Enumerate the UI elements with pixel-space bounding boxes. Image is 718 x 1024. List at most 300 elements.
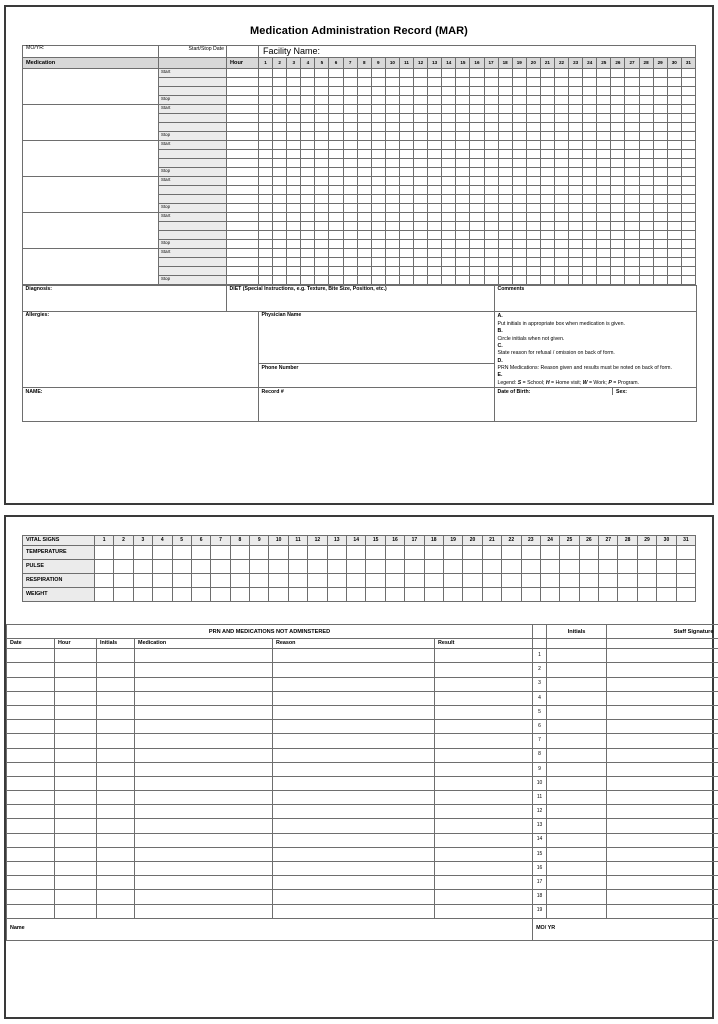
- day-cell[interactable]: [259, 212, 273, 221]
- day-cell[interactable]: [484, 158, 498, 167]
- day-cell[interactable]: [484, 248, 498, 257]
- day-cell[interactable]: [301, 167, 315, 176]
- vitals-value-cell[interactable]: [288, 546, 307, 560]
- vitals-value-cell[interactable]: [540, 574, 559, 588]
- day-cell[interactable]: [428, 149, 442, 158]
- day-cell[interactable]: [399, 185, 413, 194]
- day-cell[interactable]: [428, 77, 442, 86]
- day-cell[interactable]: [569, 221, 583, 230]
- day-cell[interactable]: [498, 185, 512, 194]
- vitals-value-cell[interactable]: [385, 574, 404, 588]
- day-cell[interactable]: [470, 203, 484, 212]
- day-cell[interactable]: [512, 104, 526, 113]
- day-cell[interactable]: [357, 266, 371, 275]
- day-cell[interactable]: [343, 221, 357, 230]
- day-cell[interactable]: [597, 122, 611, 131]
- prn-cell[interactable]: [97, 691, 135, 705]
- day-cell[interactable]: [597, 86, 611, 95]
- day-cell[interactable]: [259, 167, 273, 176]
- prn-cell[interactable]: [7, 847, 55, 861]
- day-cell[interactable]: [301, 131, 315, 140]
- physician-name-cell[interactable]: [258, 311, 494, 363]
- startstop-blank-cell[interactable]: [159, 230, 227, 239]
- day-cell[interactable]: [442, 158, 456, 167]
- vitals-value-cell[interactable]: [463, 546, 482, 560]
- prn-cell[interactable]: [435, 649, 533, 663]
- day-cell[interactable]: [639, 167, 653, 176]
- prn-cell[interactable]: [7, 833, 55, 847]
- day-cell[interactable]: [456, 113, 470, 122]
- vitals-value-cell[interactable]: [560, 574, 579, 588]
- prn-initials-cell[interactable]: [547, 819, 607, 833]
- day-cell[interactable]: [667, 77, 681, 86]
- prn-cell[interactable]: [135, 720, 273, 734]
- day-cell[interactable]: [456, 257, 470, 266]
- vitals-value-cell[interactable]: [288, 574, 307, 588]
- day-cell[interactable]: [526, 122, 540, 131]
- prn-signature-cell[interactable]: [607, 890, 718, 904]
- prn-signature-cell[interactable]: [607, 791, 718, 805]
- day-cell[interactable]: [287, 275, 301, 284]
- day-cell[interactable]: [371, 167, 385, 176]
- day-cell[interactable]: [329, 266, 343, 275]
- day-cell[interactable]: [385, 176, 399, 185]
- day-cell[interactable]: [470, 221, 484, 230]
- day-cell[interactable]: [484, 275, 498, 284]
- day-cell[interactable]: [343, 203, 357, 212]
- day-cell[interactable]: [315, 185, 329, 194]
- day-cell[interactable]: [315, 221, 329, 230]
- vitals-value-cell[interactable]: [230, 588, 249, 602]
- prn-cell[interactable]: [55, 791, 97, 805]
- day-cell[interactable]: [484, 131, 498, 140]
- hour-cell[interactable]: [227, 158, 259, 167]
- day-cell[interactable]: [315, 248, 329, 257]
- day-cell[interactable]: [667, 248, 681, 257]
- hour-cell[interactable]: [227, 122, 259, 131]
- day-cell[interactable]: [287, 77, 301, 86]
- day-cell[interactable]: [625, 113, 639, 122]
- day-cell[interactable]: [343, 167, 357, 176]
- day-cell[interactable]: [442, 203, 456, 212]
- day-cell[interactable]: [456, 77, 470, 86]
- day-cell[interactable]: [611, 176, 625, 185]
- day-cell[interactable]: [428, 185, 442, 194]
- day-cell[interactable]: [357, 176, 371, 185]
- day-cell[interactable]: [273, 275, 287, 284]
- day-cell[interactable]: [597, 149, 611, 158]
- day-cell[interactable]: [554, 167, 568, 176]
- day-cell[interactable]: [569, 257, 583, 266]
- day-cell[interactable]: [583, 266, 597, 275]
- day-cell[interactable]: [428, 68, 442, 77]
- vitals-value-cell[interactable]: [172, 546, 191, 560]
- prn-cell[interactable]: [55, 776, 97, 790]
- day-cell[interactable]: [597, 248, 611, 257]
- vitals-value-cell[interactable]: [463, 560, 482, 574]
- day-cell[interactable]: [554, 113, 568, 122]
- day-cell[interactable]: [583, 158, 597, 167]
- day-cell[interactable]: [625, 185, 639, 194]
- vitals-value-cell[interactable]: [133, 574, 152, 588]
- footer-name-cell[interactable]: [7, 918, 533, 940]
- prn-cell[interactable]: [55, 805, 97, 819]
- day-cell[interactable]: [583, 149, 597, 158]
- day-cell[interactable]: [357, 185, 371, 194]
- day-cell[interactable]: [287, 239, 301, 248]
- vitals-value-cell[interactable]: [443, 560, 462, 574]
- day-cell[interactable]: [357, 131, 371, 140]
- day-cell[interactable]: [498, 104, 512, 113]
- day-cell[interactable]: [554, 203, 568, 212]
- day-cell[interactable]: [315, 212, 329, 221]
- day-cell[interactable]: [301, 104, 315, 113]
- day-cell[interactable]: [385, 221, 399, 230]
- prn-cell[interactable]: [135, 876, 273, 890]
- day-cell[interactable]: [456, 86, 470, 95]
- day-cell[interactable]: [287, 248, 301, 257]
- prn-cell[interactable]: [273, 748, 435, 762]
- prn-cell[interactable]: [7, 805, 55, 819]
- vitals-value-cell[interactable]: [424, 546, 443, 560]
- day-cell[interactable]: [343, 131, 357, 140]
- startstop-blank-cell[interactable]: [159, 113, 227, 122]
- vitals-value-cell[interactable]: [676, 574, 695, 588]
- vitals-value-cell[interactable]: [211, 560, 230, 574]
- day-cell[interactable]: [399, 95, 413, 104]
- day-cell[interactable]: [399, 266, 413, 275]
- day-cell[interactable]: [301, 248, 315, 257]
- day-cell[interactable]: [667, 122, 681, 131]
- day-cell[interactable]: [597, 158, 611, 167]
- day-cell[interactable]: [470, 239, 484, 248]
- vitals-value-cell[interactable]: [366, 560, 385, 574]
- day-cell[interactable]: [512, 176, 526, 185]
- prn-initials-cell[interactable]: [547, 890, 607, 904]
- day-cell[interactable]: [357, 167, 371, 176]
- day-cell[interactable]: [625, 221, 639, 230]
- day-cell[interactable]: [315, 149, 329, 158]
- day-cell[interactable]: [554, 95, 568, 104]
- day-cell[interactable]: [681, 275, 695, 284]
- day-cell[interactable]: [540, 266, 554, 275]
- day-cell[interactable]: [428, 275, 442, 284]
- stop-label-cell[interactable]: [159, 203, 227, 212]
- day-cell[interactable]: [287, 257, 301, 266]
- day-cell[interactable]: [639, 266, 653, 275]
- day-cell[interactable]: [484, 77, 498, 86]
- day-cell[interactable]: [569, 95, 583, 104]
- vitals-value-cell[interactable]: [308, 574, 327, 588]
- day-cell[interactable]: [414, 239, 428, 248]
- day-cell[interactable]: [540, 275, 554, 284]
- day-cell[interactable]: [484, 149, 498, 158]
- day-cell[interactable]: [414, 275, 428, 284]
- day-cell[interactable]: [259, 203, 273, 212]
- day-cell[interactable]: [498, 194, 512, 203]
- day-cell[interactable]: [442, 239, 456, 248]
- hour-cell[interactable]: [227, 266, 259, 275]
- day-cell[interactable]: [484, 221, 498, 230]
- vitals-value-cell[interactable]: [521, 546, 540, 560]
- day-cell[interactable]: [428, 104, 442, 113]
- day-cell[interactable]: [371, 86, 385, 95]
- day-cell[interactable]: [414, 266, 428, 275]
- day-cell[interactable]: [554, 221, 568, 230]
- prn-cell[interactable]: [55, 819, 97, 833]
- prn-cell[interactable]: [7, 748, 55, 762]
- day-cell[interactable]: [371, 239, 385, 248]
- day-cell[interactable]: [484, 140, 498, 149]
- day-cell[interactable]: [273, 185, 287, 194]
- day-cell[interactable]: [569, 158, 583, 167]
- prn-cell[interactable]: [273, 762, 435, 776]
- day-cell[interactable]: [526, 149, 540, 158]
- vitals-value-cell[interactable]: [153, 588, 172, 602]
- day-cell[interactable]: [315, 275, 329, 284]
- day-cell[interactable]: [343, 212, 357, 221]
- day-cell[interactable]: [371, 158, 385, 167]
- day-cell[interactable]: [611, 68, 625, 77]
- day-cell[interactable]: [498, 203, 512, 212]
- day-cell[interactable]: [301, 113, 315, 122]
- day-cell[interactable]: [625, 257, 639, 266]
- day-cell[interactable]: [569, 275, 583, 284]
- start-label-cell[interactable]: [159, 248, 227, 257]
- day-cell[interactable]: [583, 230, 597, 239]
- day-cell[interactable]: [681, 77, 695, 86]
- day-cell[interactable]: [667, 275, 681, 284]
- day-cell[interactable]: [301, 176, 315, 185]
- day-cell[interactable]: [428, 122, 442, 131]
- prn-cell[interactable]: [273, 876, 435, 890]
- prn-cell[interactable]: [97, 862, 135, 876]
- day-cell[interactable]: [428, 86, 442, 95]
- day-cell[interactable]: [484, 194, 498, 203]
- day-cell[interactable]: [399, 68, 413, 77]
- vitals-value-cell[interactable]: [269, 546, 288, 560]
- day-cell[interactable]: [414, 221, 428, 230]
- prn-signature-cell[interactable]: [607, 734, 718, 748]
- day-cell[interactable]: [681, 158, 695, 167]
- day-cell[interactable]: [428, 248, 442, 257]
- day-cell[interactable]: [259, 113, 273, 122]
- day-cell[interactable]: [357, 104, 371, 113]
- vitals-value-cell[interactable]: [618, 560, 637, 574]
- day-cell[interactable]: [301, 230, 315, 239]
- vitals-value-cell[interactable]: [133, 560, 152, 574]
- prn-cell[interactable]: [273, 890, 435, 904]
- vitals-value-cell[interactable]: [579, 574, 598, 588]
- prn-cell[interactable]: [435, 833, 533, 847]
- day-cell[interactable]: [259, 140, 273, 149]
- day-cell[interactable]: [569, 194, 583, 203]
- vitals-value-cell[interactable]: [327, 560, 346, 574]
- day-cell[interactable]: [343, 230, 357, 239]
- day-cell[interactable]: [428, 176, 442, 185]
- day-cell[interactable]: [442, 131, 456, 140]
- day-cell[interactable]: [357, 95, 371, 104]
- day-cell[interactable]: [343, 185, 357, 194]
- hour-cell[interactable]: [227, 176, 259, 185]
- day-cell[interactable]: [498, 86, 512, 95]
- day-cell[interactable]: [259, 194, 273, 203]
- prn-cell[interactable]: [273, 649, 435, 663]
- day-cell[interactable]: [414, 176, 428, 185]
- day-cell[interactable]: [371, 248, 385, 257]
- day-cell[interactable]: [385, 122, 399, 131]
- day-cell[interactable]: [639, 158, 653, 167]
- stop-label-cell[interactable]: [159, 239, 227, 248]
- day-cell[interactable]: [273, 86, 287, 95]
- prn-cell[interactable]: [135, 791, 273, 805]
- day-cell[interactable]: [597, 167, 611, 176]
- day-cell[interactable]: [442, 275, 456, 284]
- prn-signature-cell[interactable]: [607, 819, 718, 833]
- hour-cell[interactable]: [227, 131, 259, 140]
- vitals-value-cell[interactable]: [347, 560, 366, 574]
- day-cell[interactable]: [569, 77, 583, 86]
- vitals-value-cell[interactable]: [521, 574, 540, 588]
- prn-initials-cell[interactable]: [547, 876, 607, 890]
- day-cell[interactable]: [653, 140, 667, 149]
- vitals-value-cell[interactable]: [133, 546, 152, 560]
- day-cell[interactable]: [442, 266, 456, 275]
- day-cell[interactable]: [371, 131, 385, 140]
- day-cell[interactable]: [259, 176, 273, 185]
- day-cell[interactable]: [540, 77, 554, 86]
- day-cell[interactable]: [442, 185, 456, 194]
- vitals-value-cell[interactable]: [599, 574, 618, 588]
- vitals-value-cell[interactable]: [250, 588, 269, 602]
- day-cell[interactable]: [653, 86, 667, 95]
- day-cell[interactable]: [498, 113, 512, 122]
- start-label-cell[interactable]: [159, 104, 227, 113]
- vitals-value-cell[interactable]: [618, 546, 637, 560]
- day-cell[interactable]: [259, 95, 273, 104]
- day-cell[interactable]: [385, 77, 399, 86]
- vitals-value-cell[interactable]: [366, 574, 385, 588]
- day-cell[interactable]: [639, 275, 653, 284]
- day-cell[interactable]: [385, 257, 399, 266]
- day-cell[interactable]: [385, 185, 399, 194]
- hour-cell[interactable]: [227, 194, 259, 203]
- day-cell[interactable]: [357, 230, 371, 239]
- day-cell[interactable]: [385, 113, 399, 122]
- day-cell[interactable]: [329, 77, 343, 86]
- day-cell[interactable]: [456, 176, 470, 185]
- prn-cell[interactable]: [435, 663, 533, 677]
- vitals-value-cell[interactable]: [347, 546, 366, 560]
- day-cell[interactable]: [371, 185, 385, 194]
- day-cell[interactable]: [399, 221, 413, 230]
- start-label-cell[interactable]: [159, 212, 227, 221]
- day-cell[interactable]: [301, 212, 315, 221]
- day-cell[interactable]: [583, 95, 597, 104]
- day-cell[interactable]: [357, 221, 371, 230]
- prn-cell[interactable]: [273, 663, 435, 677]
- day-cell[interactable]: [583, 104, 597, 113]
- prn-cell[interactable]: [273, 776, 435, 790]
- day-cell[interactable]: [583, 248, 597, 257]
- day-cell[interactable]: [611, 212, 625, 221]
- prn-cell[interactable]: [273, 720, 435, 734]
- hour-cell[interactable]: [227, 149, 259, 158]
- day-cell[interactable]: [456, 230, 470, 239]
- day-cell[interactable]: [385, 203, 399, 212]
- day-cell[interactable]: [625, 86, 639, 95]
- day-cell[interactable]: [554, 248, 568, 257]
- vitals-value-cell[interactable]: [618, 588, 637, 602]
- day-cell[interactable]: [512, 239, 526, 248]
- day-cell[interactable]: [273, 230, 287, 239]
- day-cell[interactable]: [583, 77, 597, 86]
- vitals-value-cell[interactable]: [114, 546, 133, 560]
- day-cell[interactable]: [526, 95, 540, 104]
- day-cell[interactable]: [625, 167, 639, 176]
- prn-cell[interactable]: [135, 862, 273, 876]
- vitals-value-cell[interactable]: [191, 546, 210, 560]
- day-cell[interactable]: [597, 68, 611, 77]
- vitals-value-cell[interactable]: [657, 560, 676, 574]
- day-cell[interactable]: [456, 68, 470, 77]
- day-cell[interactable]: [414, 77, 428, 86]
- day-cell[interactable]: [667, 230, 681, 239]
- day-cell[interactable]: [667, 239, 681, 248]
- day-cell[interactable]: [653, 131, 667, 140]
- vitals-value-cell[interactable]: [599, 560, 618, 574]
- day-cell[interactable]: [315, 122, 329, 131]
- day-cell[interactable]: [667, 203, 681, 212]
- day-cell[interactable]: [667, 257, 681, 266]
- day-cell[interactable]: [414, 95, 428, 104]
- day-cell[interactable]: [470, 185, 484, 194]
- day-cell[interactable]: [315, 95, 329, 104]
- hour-cell[interactable]: [227, 203, 259, 212]
- day-cell[interactable]: [343, 194, 357, 203]
- vitals-value-cell[interactable]: [482, 574, 501, 588]
- startstop-blank-cell[interactable]: [159, 257, 227, 266]
- prn-cell[interactable]: [97, 762, 135, 776]
- day-cell[interactable]: [301, 158, 315, 167]
- day-cell[interactable]: [625, 275, 639, 284]
- day-cell[interactable]: [414, 257, 428, 266]
- day-cell[interactable]: [611, 113, 625, 122]
- day-cell[interactable]: [526, 158, 540, 167]
- vitals-value-cell[interactable]: [191, 574, 210, 588]
- day-cell[interactable]: [583, 275, 597, 284]
- prn-initials-cell[interactable]: [547, 691, 607, 705]
- day-cell[interactable]: [569, 230, 583, 239]
- day-cell[interactable]: [385, 140, 399, 149]
- day-cell[interactable]: [442, 257, 456, 266]
- prn-cell[interactable]: [97, 847, 135, 861]
- day-cell[interactable]: [456, 266, 470, 275]
- day-cell[interactable]: [611, 149, 625, 158]
- day-cell[interactable]: [639, 95, 653, 104]
- day-cell[interactable]: [667, 266, 681, 275]
- day-cell[interactable]: [625, 95, 639, 104]
- day-cell[interactable]: [569, 266, 583, 275]
- day-cell[interactable]: [512, 113, 526, 122]
- day-cell[interactable]: [385, 248, 399, 257]
- day-cell[interactable]: [681, 68, 695, 77]
- day-cell[interactable]: [399, 167, 413, 176]
- day-cell[interactable]: [540, 185, 554, 194]
- day-cell[interactable]: [428, 239, 442, 248]
- prn-cell[interactable]: [273, 862, 435, 876]
- day-cell[interactable]: [512, 266, 526, 275]
